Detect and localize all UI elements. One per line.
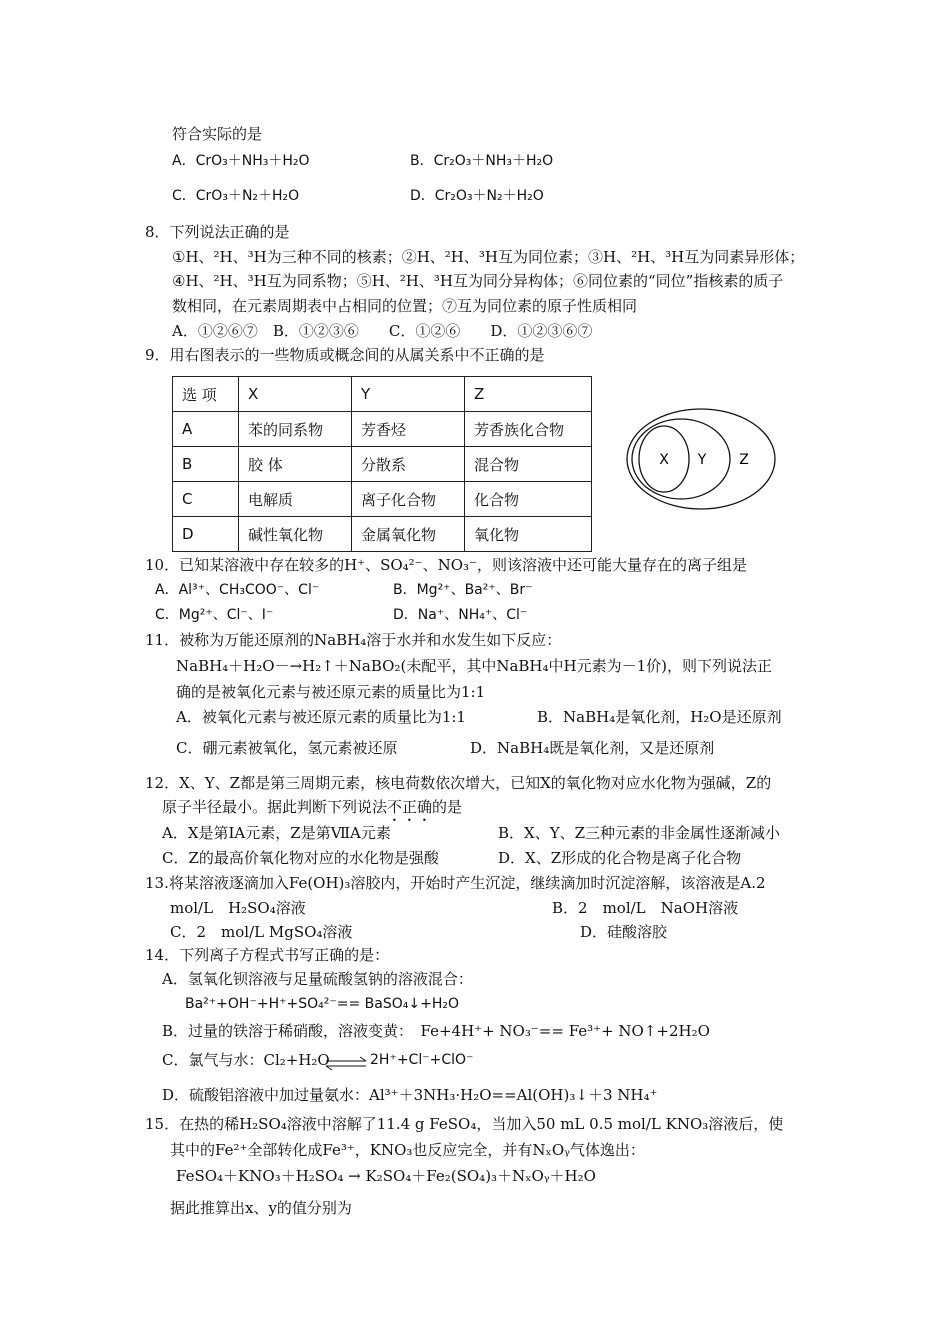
table-header-cell: 选 项 <box>173 377 239 412</box>
q11-line-1: NaBH₄＋H₂O－→H₂↑＋NaBO₂(未配平，其中NaBH₄中H元素为－1价)，则下列说法正 <box>176 657 773 675</box>
q13-option-c: C．2 mol/L MgSO₄溶液 <box>170 923 353 941</box>
table-cell: 苯的同系物 <box>239 412 352 447</box>
q11-option-c: C．硼元素被氧化，氢元素被还原 <box>176 739 398 757</box>
table-cell: 碱性氧化物 <box>239 517 352 552</box>
q11-option-d: D．NaBH₄既是氧化剂，又是还原剂 <box>470 739 715 757</box>
table-cell: B <box>173 447 239 482</box>
q14-option-b: B．过量的铁溶于稀硝酸，溶液变黄： Fe+4H⁺+ NO₃⁻== Fe³⁺+ NO↑+2H₂O <box>162 1022 710 1040</box>
q15-line-1: 15．在热的稀H₂SO₄溶液中溶解了11.4 g FeSO₄，当加入50 mL 0.5 mol/L KNO₃溶液后，使 <box>145 1115 784 1133</box>
q10-stem: 10．已知某溶液中存在较多的H⁺、SO₄²⁻、NO₃⁻，则该溶液中还可能大量存在的离子组是 <box>145 556 747 574</box>
table-cell: C <box>173 482 239 517</box>
set-y-ellipse <box>632 419 730 499</box>
table-cell: 分散系 <box>352 447 465 482</box>
q15-line-2: 其中的Fe²⁺全部转化成Fe³⁺，KNO₃也反应完全，并有NₓOᵧ气体逸出： <box>170 1141 645 1159</box>
q10-option-d: D．Na⁺、NH₄⁺、Cl⁻ <box>393 607 528 623</box>
q15-line-3: 据此推算出x、y的值分别为 <box>170 1199 352 1217</box>
table-cell: 电解质 <box>239 482 352 517</box>
table-cell: 金属氧化物 <box>352 517 465 552</box>
q12-line-1: 12．X、Y、Z都是第三周期元素，核电荷数依次增大，已知X的氧化物对应水化物为强碱，Z的 <box>145 774 772 792</box>
q12-line-2 <box>162 797 462 825</box>
q13-option-d: D．硅酸溶胶 <box>580 923 668 941</box>
q8-options: A．①②⑥⑦ B．①②③⑥ C．①②⑥ D．①②③⑥⑦ <box>172 322 593 340</box>
q8-stem: 8．下列说法正确的是 <box>145 223 290 241</box>
q11-option-b: B．NaBH₄是氧化剂，H₂O是还原剂 <box>537 708 782 726</box>
table-header-row <box>173 377 592 412</box>
q12-line-2-a: 原子半径最小。据此判断下列说法 <box>162 798 388 816</box>
q14-option-c-right: 2H⁺+Cl⁻+ClO⁻ <box>370 1052 474 1068</box>
table-cell: A <box>173 412 239 447</box>
table-cell: 氧化物 <box>465 517 592 552</box>
table-cell: 离子化合物 <box>352 482 465 517</box>
q11-stem: 11．被称为万能还原剂的NaBH₄溶于水并和水发生如下反应： <box>145 631 562 649</box>
q8-line-2: ④H、²H、³H互为同系物；⑤H、²H、³H互为同分异构体；⑥同位素的“同位”指核素的质子 <box>172 272 784 290</box>
table-cell: 混合物 <box>465 447 592 482</box>
table-cell: 芳香族化合物 <box>465 412 592 447</box>
q7-option-b: B．Cr₂O₃＋NH₃＋H₂O <box>410 153 554 169</box>
q9-nested-sets-diagram <box>624 402 784 514</box>
q9-stem: 9．用右图表示的一些物质或概念间的从属关系中不正确的是 <box>145 346 545 364</box>
q13-option-b: B．2 mol/L NaOH溶液 <box>552 899 739 917</box>
table-cell: 芳香烃 <box>352 412 465 447</box>
q14-stem: 14．下列离子方程式书写正确的是： <box>145 946 390 964</box>
q14-option-a: A．氢氧化钡溶液与足量硫酸氢钠的溶液混合： <box>162 970 473 988</box>
table-row <box>173 447 592 482</box>
q12-option-a: A．X是第ⅠA元素，Z是第ⅦA元素 <box>162 824 391 842</box>
q14-option-d: D．硫酸铝溶液中加过量氨水：Al³⁺＋3NH₃·H₂O==Al(OH)₃↓＋3 NH₄⁺ <box>162 1086 658 1104</box>
q8-line-1: ①H、²H、³H为三种不同的核素；②H、²H、³H互为同位素；③H、²H、³H互为同素异形体； <box>172 248 805 266</box>
table-header-cell: Y <box>352 377 465 412</box>
q7-option-a: A．CrO₃＋NH₃＋H₂O <box>172 153 310 169</box>
table-row <box>173 482 592 517</box>
q8-line-3: 数相同，在元素周期表中占相同的位置；⑦互为同位素的原子性质相同 <box>172 297 638 315</box>
table-cell: D <box>173 517 239 552</box>
q12-line-2-c: 的是 <box>432 798 463 816</box>
q10-option-b: B．Mg²⁺、Ba²⁺、Br⁻ <box>393 582 533 598</box>
q13-line-1: 13.将某溶液逐滴加入Fe(OH)₃溶胶内，开始时产生沉淀，继续滴加时沉淀溶解，该溶液是A.2 <box>145 874 766 892</box>
table-cell: 化合物 <box>465 482 592 517</box>
q7-option-d: D．Cr₂O₃＋N₂＋H₂O <box>410 188 544 204</box>
q12-option-c: C．Z的最高价氧化物对应的水化物是强酸 <box>162 849 439 867</box>
q7-tail: 符合实际的是 <box>172 125 263 143</box>
q15-equation: FeSO₄＋KNO₃＋H₂SO₄ → K₂SO₄＋Fe₂(SO₄)₃＋NₓOᵧ＋H₂O <box>176 1167 596 1185</box>
q14-option-c-left: C．氯气与水：Cl₂+H₂O <box>162 1051 330 1069</box>
q9-option-table <box>172 376 592 552</box>
q13-option-a: mol/L H₂SO₄溶液 <box>170 899 306 917</box>
set-y-label: Y <box>697 452 707 468</box>
reversible-arrow-icon <box>324 1055 368 1073</box>
q10-option-c: C．Mg²⁺、Cl⁻、I⁻ <box>155 607 274 623</box>
table-cell: 胶 体 <box>239 447 352 482</box>
table-row <box>173 517 592 552</box>
set-x-label: X <box>659 452 669 468</box>
q11-option-a: A．被氧化元素与被还原元素的质量比为1:1 <box>176 708 466 726</box>
q7-option-c: C．CrO₃＋N₂＋H₂O <box>172 188 300 204</box>
q12-option-b: B．X、Y、Z三种元素的非金属性逐渐减小 <box>498 824 781 842</box>
table-row <box>173 412 592 447</box>
q10-option-a: A．Al³⁺、CH₃COO⁻、Cl⁻ <box>155 582 320 598</box>
q14-option-a-equation: Ba²⁺+OH⁻+H⁺+SO₄²⁻== BaSO₄↓+H₂O <box>185 996 459 1012</box>
set-z-label: Z <box>739 452 749 468</box>
table-header-cell: X <box>239 377 352 412</box>
table-header-cell: Z <box>465 377 592 412</box>
q11-line-2: 确的是被氧化元素与被还原元素的质量比为1:1 <box>176 683 486 701</box>
q12-emphasis-not-correct: 不正确 <box>387 798 433 816</box>
q12-option-d: D．X、Z形成的化合物是离子化合物 <box>498 849 742 867</box>
